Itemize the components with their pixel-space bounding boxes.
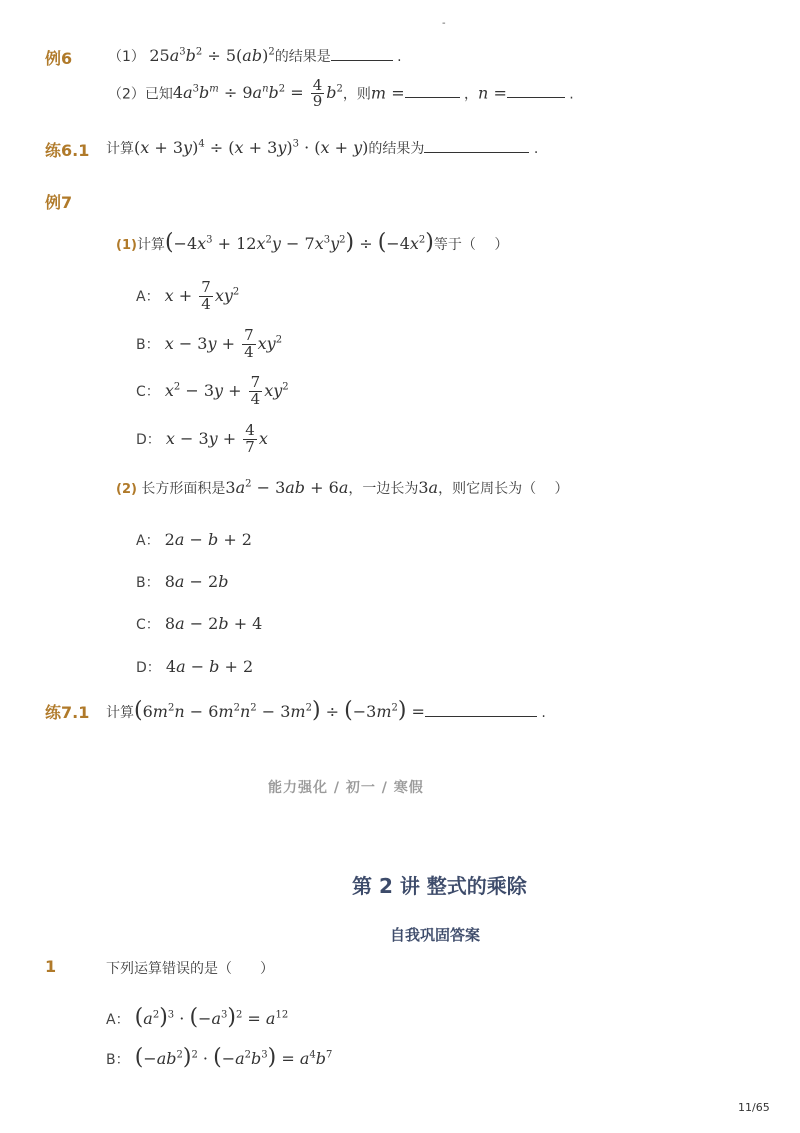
- option-c-2[interactable]: [136, 614, 262, 634]
- page-footer-breadcrumb: 能力强化 / 初一 / 寒假: [268, 780, 424, 796]
- part-text: 已知: [144, 86, 173, 103]
- option-formula: 8a − 2b: [164, 572, 229, 591]
- part-m: ，则: [342, 86, 371, 103]
- lecture-title: 第 2 讲 整式的乘除: [352, 874, 527, 898]
- option-formula: 8a − 2b + 4: [164, 614, 263, 633]
- answer-blank-m: [405, 96, 460, 98]
- formula: $25a^3b^2 \div 5(ab)^2$: [149, 46, 275, 65]
- question-tail: 的结果为: [368, 141, 425, 157]
- option-d-2[interactable]: [136, 657, 253, 677]
- option-label: B：: [136, 575, 160, 591]
- option-b-2[interactable]: [136, 572, 228, 592]
- practice-6-1-tag: 练6.1: [45, 141, 90, 160]
- option-formula: $(-ab^2)^2 \cdot (-a^2b^3) = a^4b^7$: [134, 1045, 333, 1070]
- option-formula: $x^2 - 3y$ + $\frac{7}{4}$ $xy^2$: [164, 373, 289, 408]
- answer-blank: [424, 151, 529, 153]
- option-c[interactable]: [136, 375, 289, 408]
- part-number: （1）: [108, 49, 145, 65]
- part-tail: 等于（ ）: [433, 237, 509, 253]
- option-label: D：: [136, 431, 161, 448]
- m-var: m =: [370, 83, 405, 103]
- example-7-part-2: [116, 478, 569, 498]
- option-formula: x − 3y + $\frac{4}{7}$ x: [165, 421, 268, 456]
- question-1-number: 1: [45, 957, 57, 976]
- period: .: [397, 49, 402, 65]
- formula: $(-4x^3 + 12x^2y - 7x^3y^2) \div (-4x^2)$: [164, 230, 434, 255]
- formula: $4a^3b^m \div 9a^nb^2$ = $\frac{4}{9}$ $b^2$: [172, 75, 343, 111]
- question-1-text: 下列运算错误的是（ ）: [106, 961, 274, 977]
- practice-6-1-question: [106, 138, 538, 158]
- option-b[interactable]: [136, 328, 282, 361]
- period: .: [533, 141, 539, 157]
- option-formula: 4a − b + 2: [165, 657, 254, 676]
- option-formula: x + $\frac{7}{4}$ $xy^2$: [164, 278, 240, 313]
- question-1-option-a[interactable]: [106, 1005, 288, 1030]
- practice-7-1-tag: 练7.1: [45, 703, 90, 722]
- part-mid: ，一边长为: [348, 481, 419, 497]
- example-6-part-2: [108, 70, 574, 114]
- formula: $(x + 3y)^4 \div (x + 3y)^3 \cdot (x + y)$: [134, 138, 369, 157]
- part-number: （2）: [108, 86, 145, 103]
- comma: ，: [464, 86, 479, 103]
- page-number: 11/65: [738, 1101, 770, 1114]
- top-mark: -: [442, 18, 446, 29]
- period: .: [541, 705, 546, 721]
- question-1-option-b[interactable]: [106, 1045, 332, 1070]
- formula: $(6m^2n - 6m^2n^2 - 3m^2) \div (-3m^2)$ =: [134, 698, 425, 723]
- side-formula: 3a: [418, 478, 439, 497]
- part-text: 计算: [136, 237, 165, 253]
- answer-blank-n: [507, 96, 565, 98]
- part-number: (1): [116, 238, 137, 253]
- option-label: A：: [136, 533, 160, 549]
- option-formula: $(a^2)^3 \cdot (-a^3)^2 = a^{12}$: [134, 1005, 289, 1030]
- answer-blank: [425, 715, 537, 717]
- example-7-part-1: [116, 230, 508, 255]
- example-7-tag: 例7: [45, 193, 73, 212]
- area-formula: $3a^2 - 3ab + 6a$: [225, 478, 349, 497]
- answer-blank: [331, 59, 393, 61]
- option-formula: x − 3y + $\frac{7}{4}$ $xy^2$: [164, 326, 283, 361]
- option-formula: 2a − b + 2: [164, 530, 252, 549]
- option-a-2[interactable]: [136, 530, 252, 550]
- option-label: B：: [106, 1052, 130, 1068]
- example-6-part-1: [108, 46, 402, 66]
- option-label: B：: [136, 336, 160, 353]
- lecture-subtitle: 自我巩固答案: [390, 926, 481, 944]
- option-label: A：: [106, 1012, 130, 1028]
- option-a[interactable]: [136, 280, 239, 313]
- option-label: C：: [136, 617, 160, 633]
- option-label: D：: [136, 660, 161, 676]
- n-var: n =: [478, 83, 507, 103]
- practice-7-1-question: [106, 698, 546, 723]
- question-text: 计算: [106, 141, 134, 157]
- part-tail: ，则它周长为（ ）: [438, 481, 569, 497]
- option-d[interactable]: [136, 423, 268, 456]
- option-label: A：: [136, 288, 160, 305]
- question-text: 计算: [106, 705, 134, 721]
- example-6-tag: 例6: [45, 49, 73, 68]
- period: .: [569, 86, 574, 103]
- part-number: (2): [116, 482, 137, 497]
- option-label: C：: [136, 383, 160, 400]
- part-tail: 的结果是: [274, 49, 331, 65]
- part-text: 长方形面积是: [141, 481, 226, 497]
